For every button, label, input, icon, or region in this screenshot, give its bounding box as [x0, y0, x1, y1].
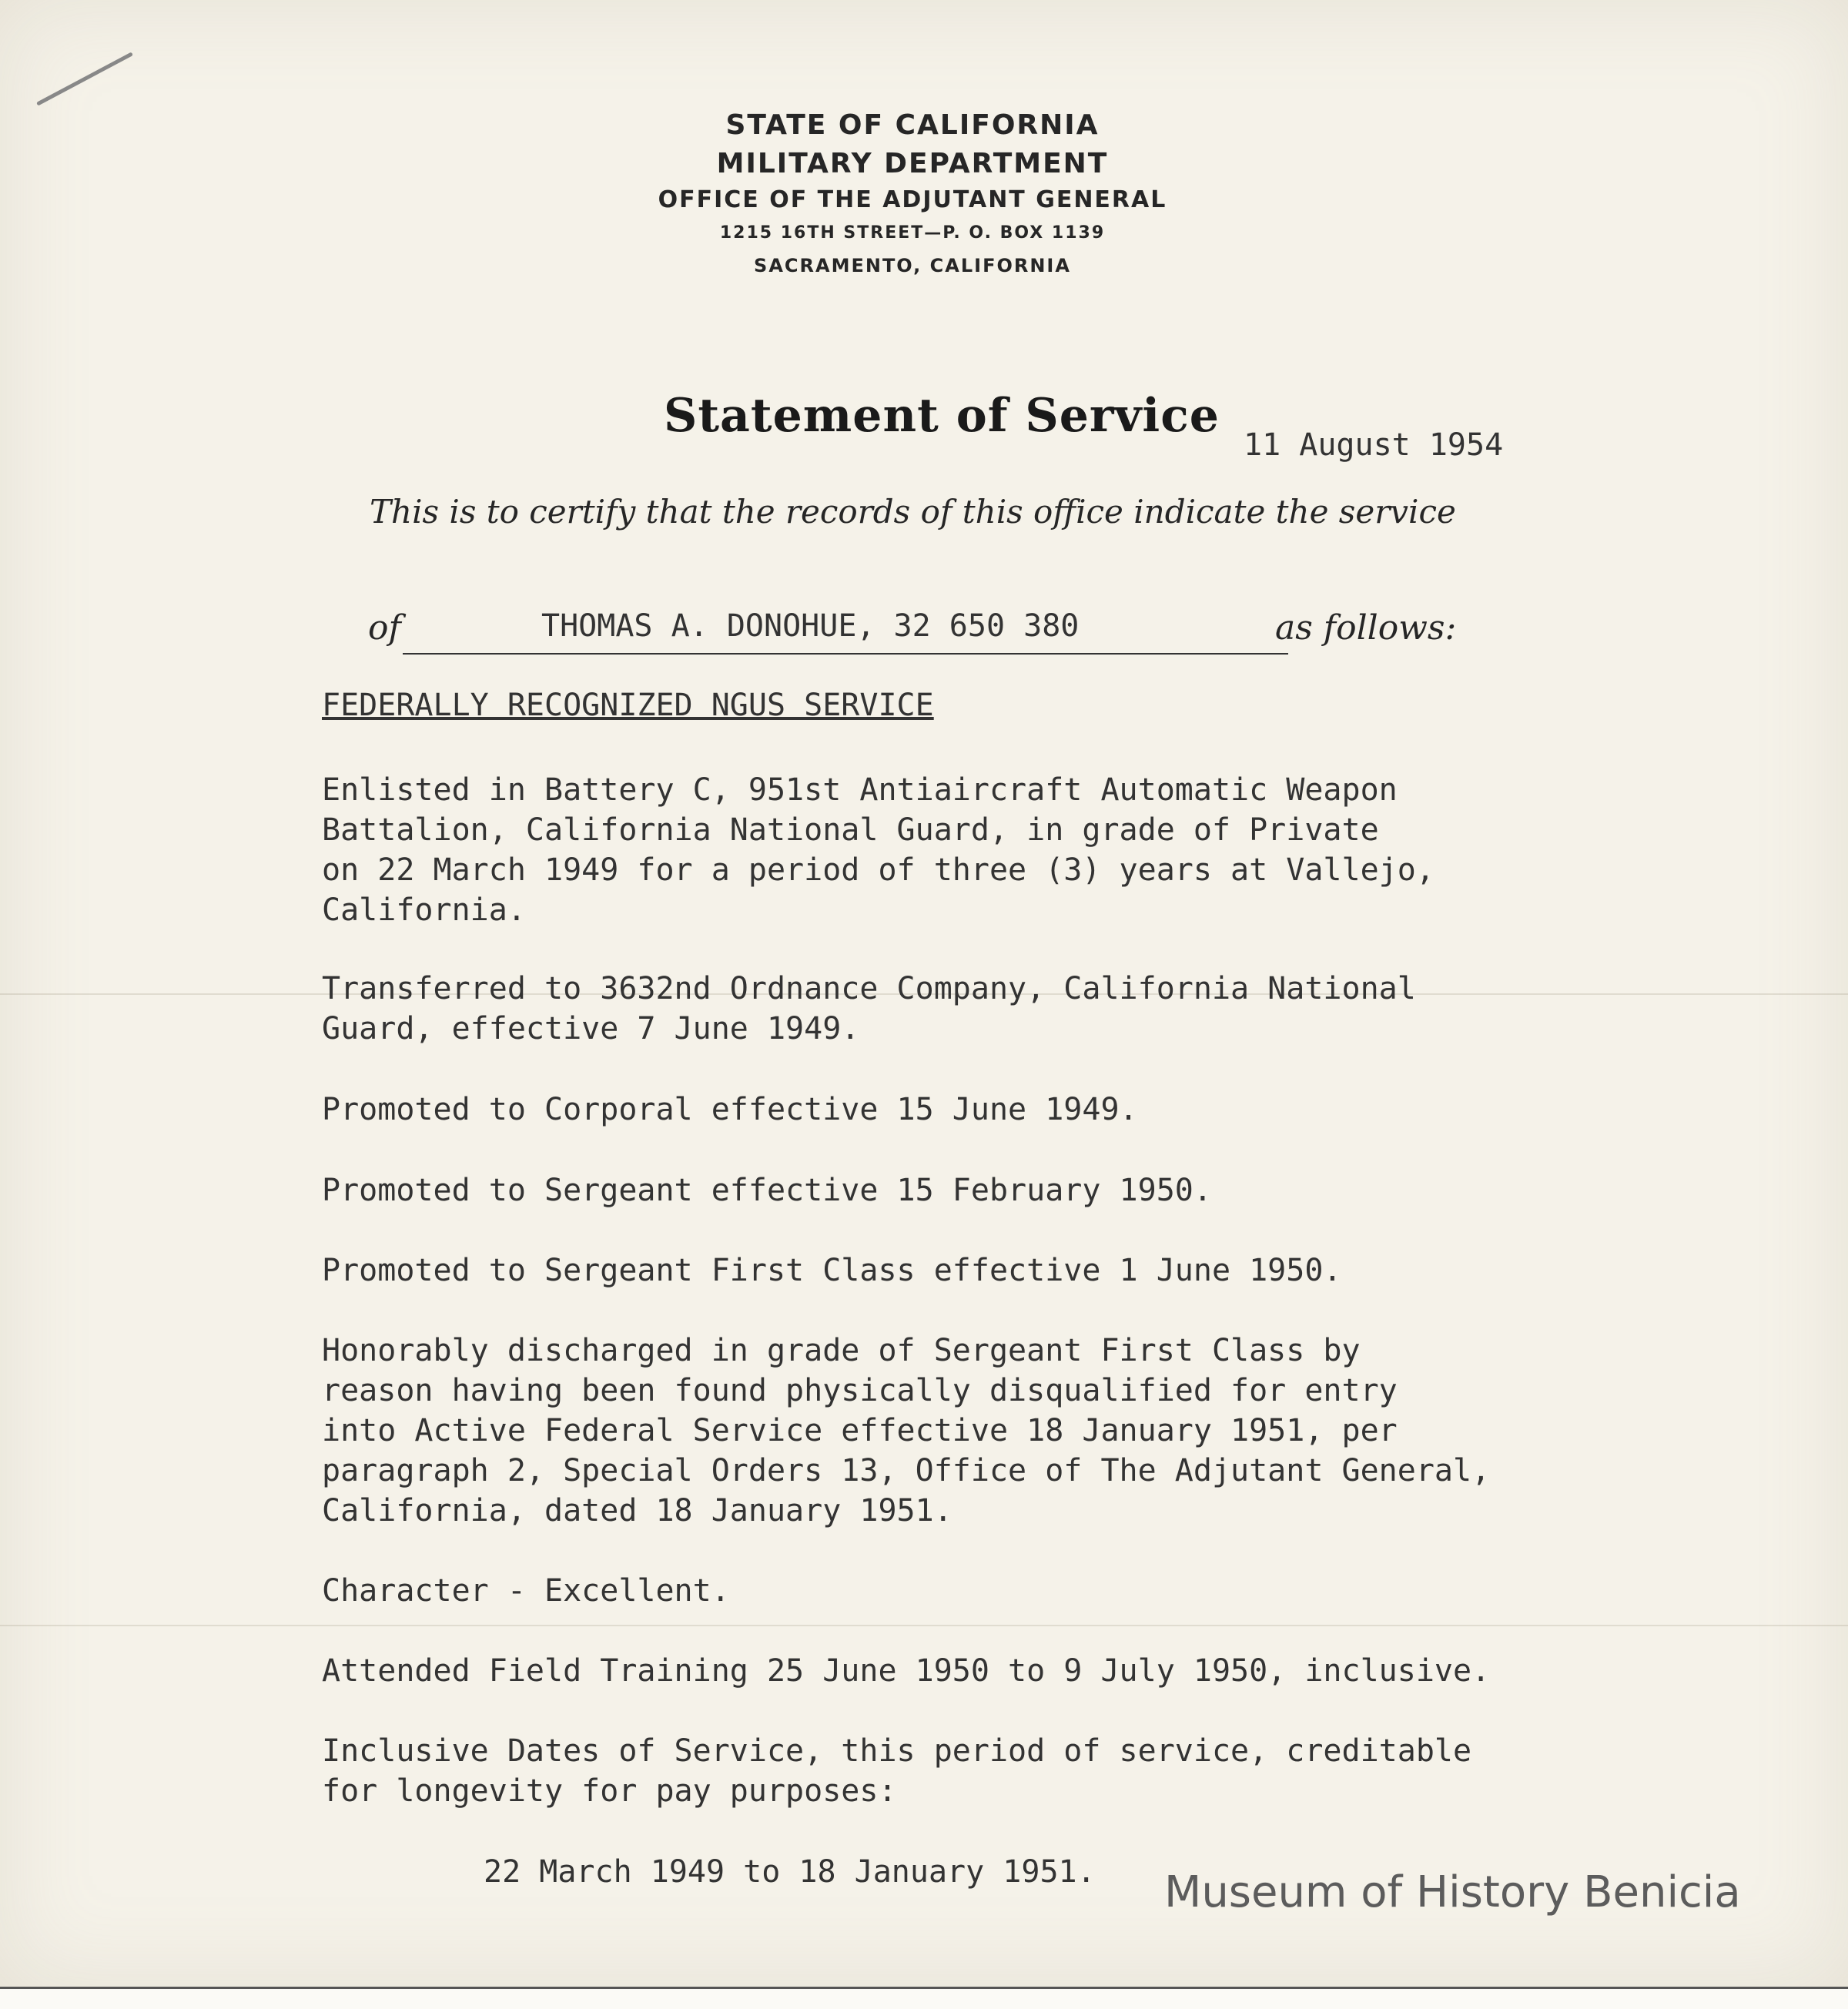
service-member-name: THOMAS A. DONOHUE, 32 650 380: [541, 608, 1080, 644]
letterhead-address: 1215 16TH STREET—P. O. BOX 1139: [719, 223, 1106, 243]
paragraph-discharge: Honorably discharged in grade of Sergeant First Class by reason having been found physically disqualified for entry into Active Federal Service effective 18 January 1951, per paragraph 2, Special Orders 13, Office of The Adjutant General, California, dated 18 January 1951.: [322, 1333, 1491, 1529]
name-line: [368, 608, 1461, 655]
of-label: of: [368, 608, 401, 648]
paragraph-corporal: Promoted to Corporal effective 15 June 1949.: [322, 1092, 1138, 1127]
paragraph-transferred: Transferred to 3632nd Ordnance Company, California National Guard, effective 7 June 1949.: [322, 971, 1416, 1046]
letterhead-city: SACRAMENTO, CALIFORNIA: [754, 255, 1071, 276]
paragraph-inclusive-dates: Inclusive Dates of Service, this period of service, creditable for longevity for pay purposes:: [322, 1733, 1472, 1809]
letterhead-office: OFFICE OF THE ADJUTANT GENERAL: [658, 186, 1167, 213]
museum-watermark: Museum of History Benicia: [1164, 1867, 1741, 1917]
paragraph-character: Character - Excellent.: [322, 1573, 730, 1609]
staple-mark: [36, 52, 133, 105]
document-title: Statement of Service: [664, 389, 1220, 443]
certify-statement: This is to certify that the records of this office indicate the service: [370, 493, 1456, 531]
document-date: 11 August 1954: [1244, 427, 1504, 463]
paragraph-field-training: Attended Field Training 25 June 1950 to 9 July 1950, inclusive.: [322, 1653, 1491, 1689]
page-bottom-edge: [0, 1987, 1848, 2009]
service-date-range: 22 March 1949 to 18 January 1951.: [484, 1854, 1096, 1890]
paragraph-enlisted: Enlisted in Battery C, 951st Antiaircraft Automatic Weapon Battalion, California National Guard, in grade of Private on 22 March 1949 for a period of three (3) years at Vallejo, California.: [322, 772, 1435, 928]
paragraph-sergeant-first-class: Promoted to Sergeant First Class effective 1 June 1950.: [322, 1253, 1342, 1288]
paragraph-sergeant: Promoted to Sergeant effective 15 February 1950.: [322, 1173, 1212, 1208]
as-follows-label: as follows:: [1275, 608, 1457, 648]
section-heading: FEDERALLY RECOGNIZED NGUS SERVICE: [322, 688, 934, 723]
letterhead: [0, 106, 1825, 282]
letterhead-state: STATE OF CALIFORNIA: [725, 109, 1100, 141]
fold-line: [0, 1625, 1848, 1626]
name-underline: [403, 653, 1288, 655]
letterhead-department: MILITARY DEPARTMENT: [716, 148, 1109, 179]
